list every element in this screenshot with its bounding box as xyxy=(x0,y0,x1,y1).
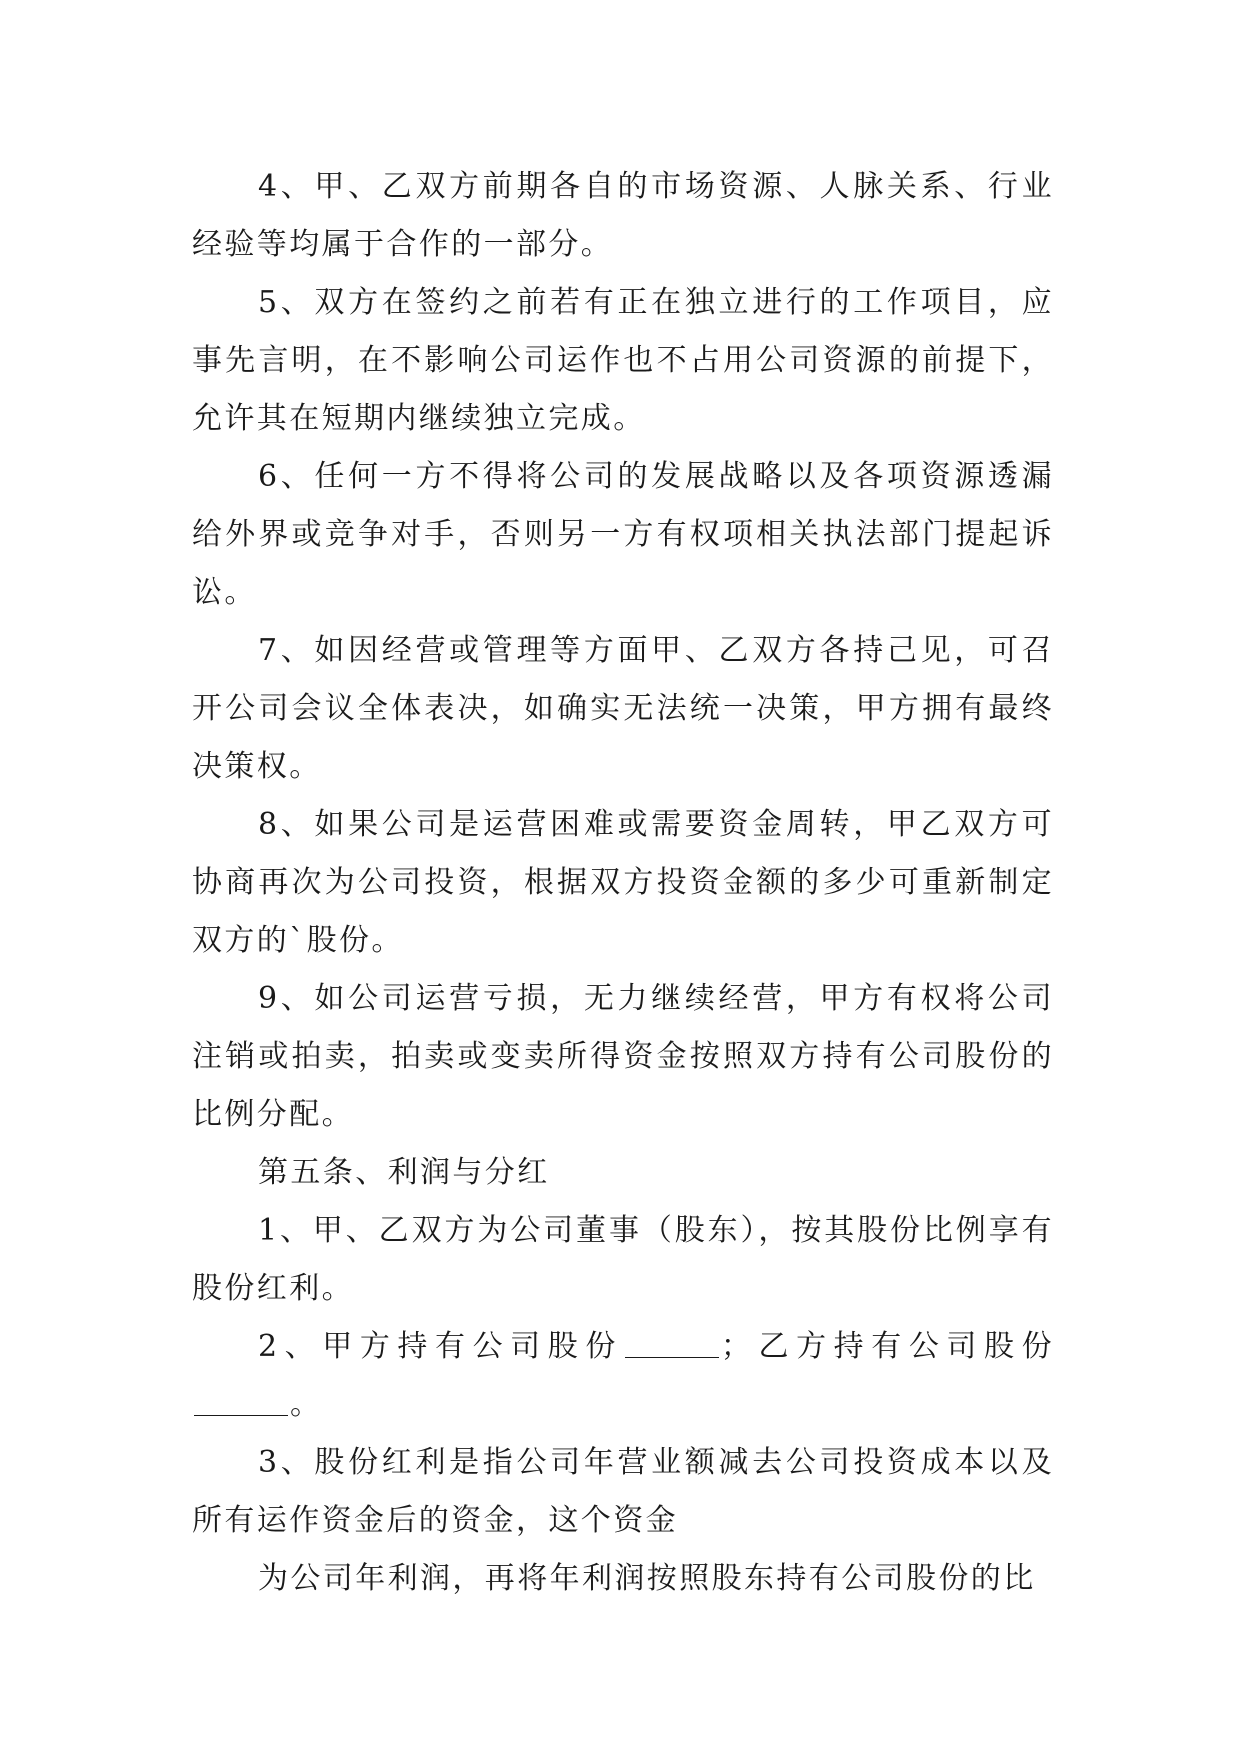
document-body xyxy=(192,158,1054,1608)
clause-2-party-b-text: ；乙方持有公司股份 xyxy=(720,1329,1054,1364)
clause-8: 8、如果公司是运营困难或需要资金周转，甲乙双方可协商再次为公司投资，根据双方投资金额的多少可重新制定双方的`股份。 xyxy=(192,807,1054,958)
party-b-share-blank xyxy=(194,1414,288,1416)
article-5-clause-3: 3、股份红利是指公司年营业额减去公司投资成本以及所有运作资金后的资金，这个资金 xyxy=(192,1445,1054,1538)
article-5-clause-3-continued: 为公司年利润，再将年利润按照股东持有公司股份的比 xyxy=(258,1561,1036,1596)
clause-2-end: 。 xyxy=(290,1387,323,1422)
clause-7: 7、如因经营或管理等方面甲、乙双方各持己见，可召开公司会议全体表决，如确实无法统一决策，甲方拥有最终决策权。 xyxy=(192,633,1054,784)
clause-2-party-a-text: 2、甲方持有公司股份 xyxy=(258,1329,623,1364)
party-a-share-blank xyxy=(625,1356,719,1358)
clause-9: 9、如公司运营亏损，无力继续经营，甲方有权将公司注销或拍卖，拍卖或变卖所得资金按照双方持有公司股份的比例分配。 xyxy=(192,981,1054,1132)
article-5-clause-1: 1、甲、乙双方为公司董事（股东），按其股份比例享有股份红利。 xyxy=(192,1213,1054,1306)
clause-6: 6、任何一方不得将公司的发展战略以及各项资源透漏给外界或竞争对手，否则另一方有权项相关执法部门提起诉讼。 xyxy=(192,459,1054,610)
article-5-clause-2 xyxy=(192,1318,1054,1434)
clause-5: 5、双方在签约之前若有正在独立进行的工作项目，应事先言明，在不影响公司运作也不占用公司资源的前提下，允许其在短期内继续独立完成。 xyxy=(192,285,1054,436)
article-5-heading: 第五条、利润与分红 xyxy=(258,1155,550,1190)
clause-4: 4、甲、乙双方前期各自的市场资源、人脉关系、行业经验等均属于合作的一部分。 xyxy=(192,169,1054,262)
